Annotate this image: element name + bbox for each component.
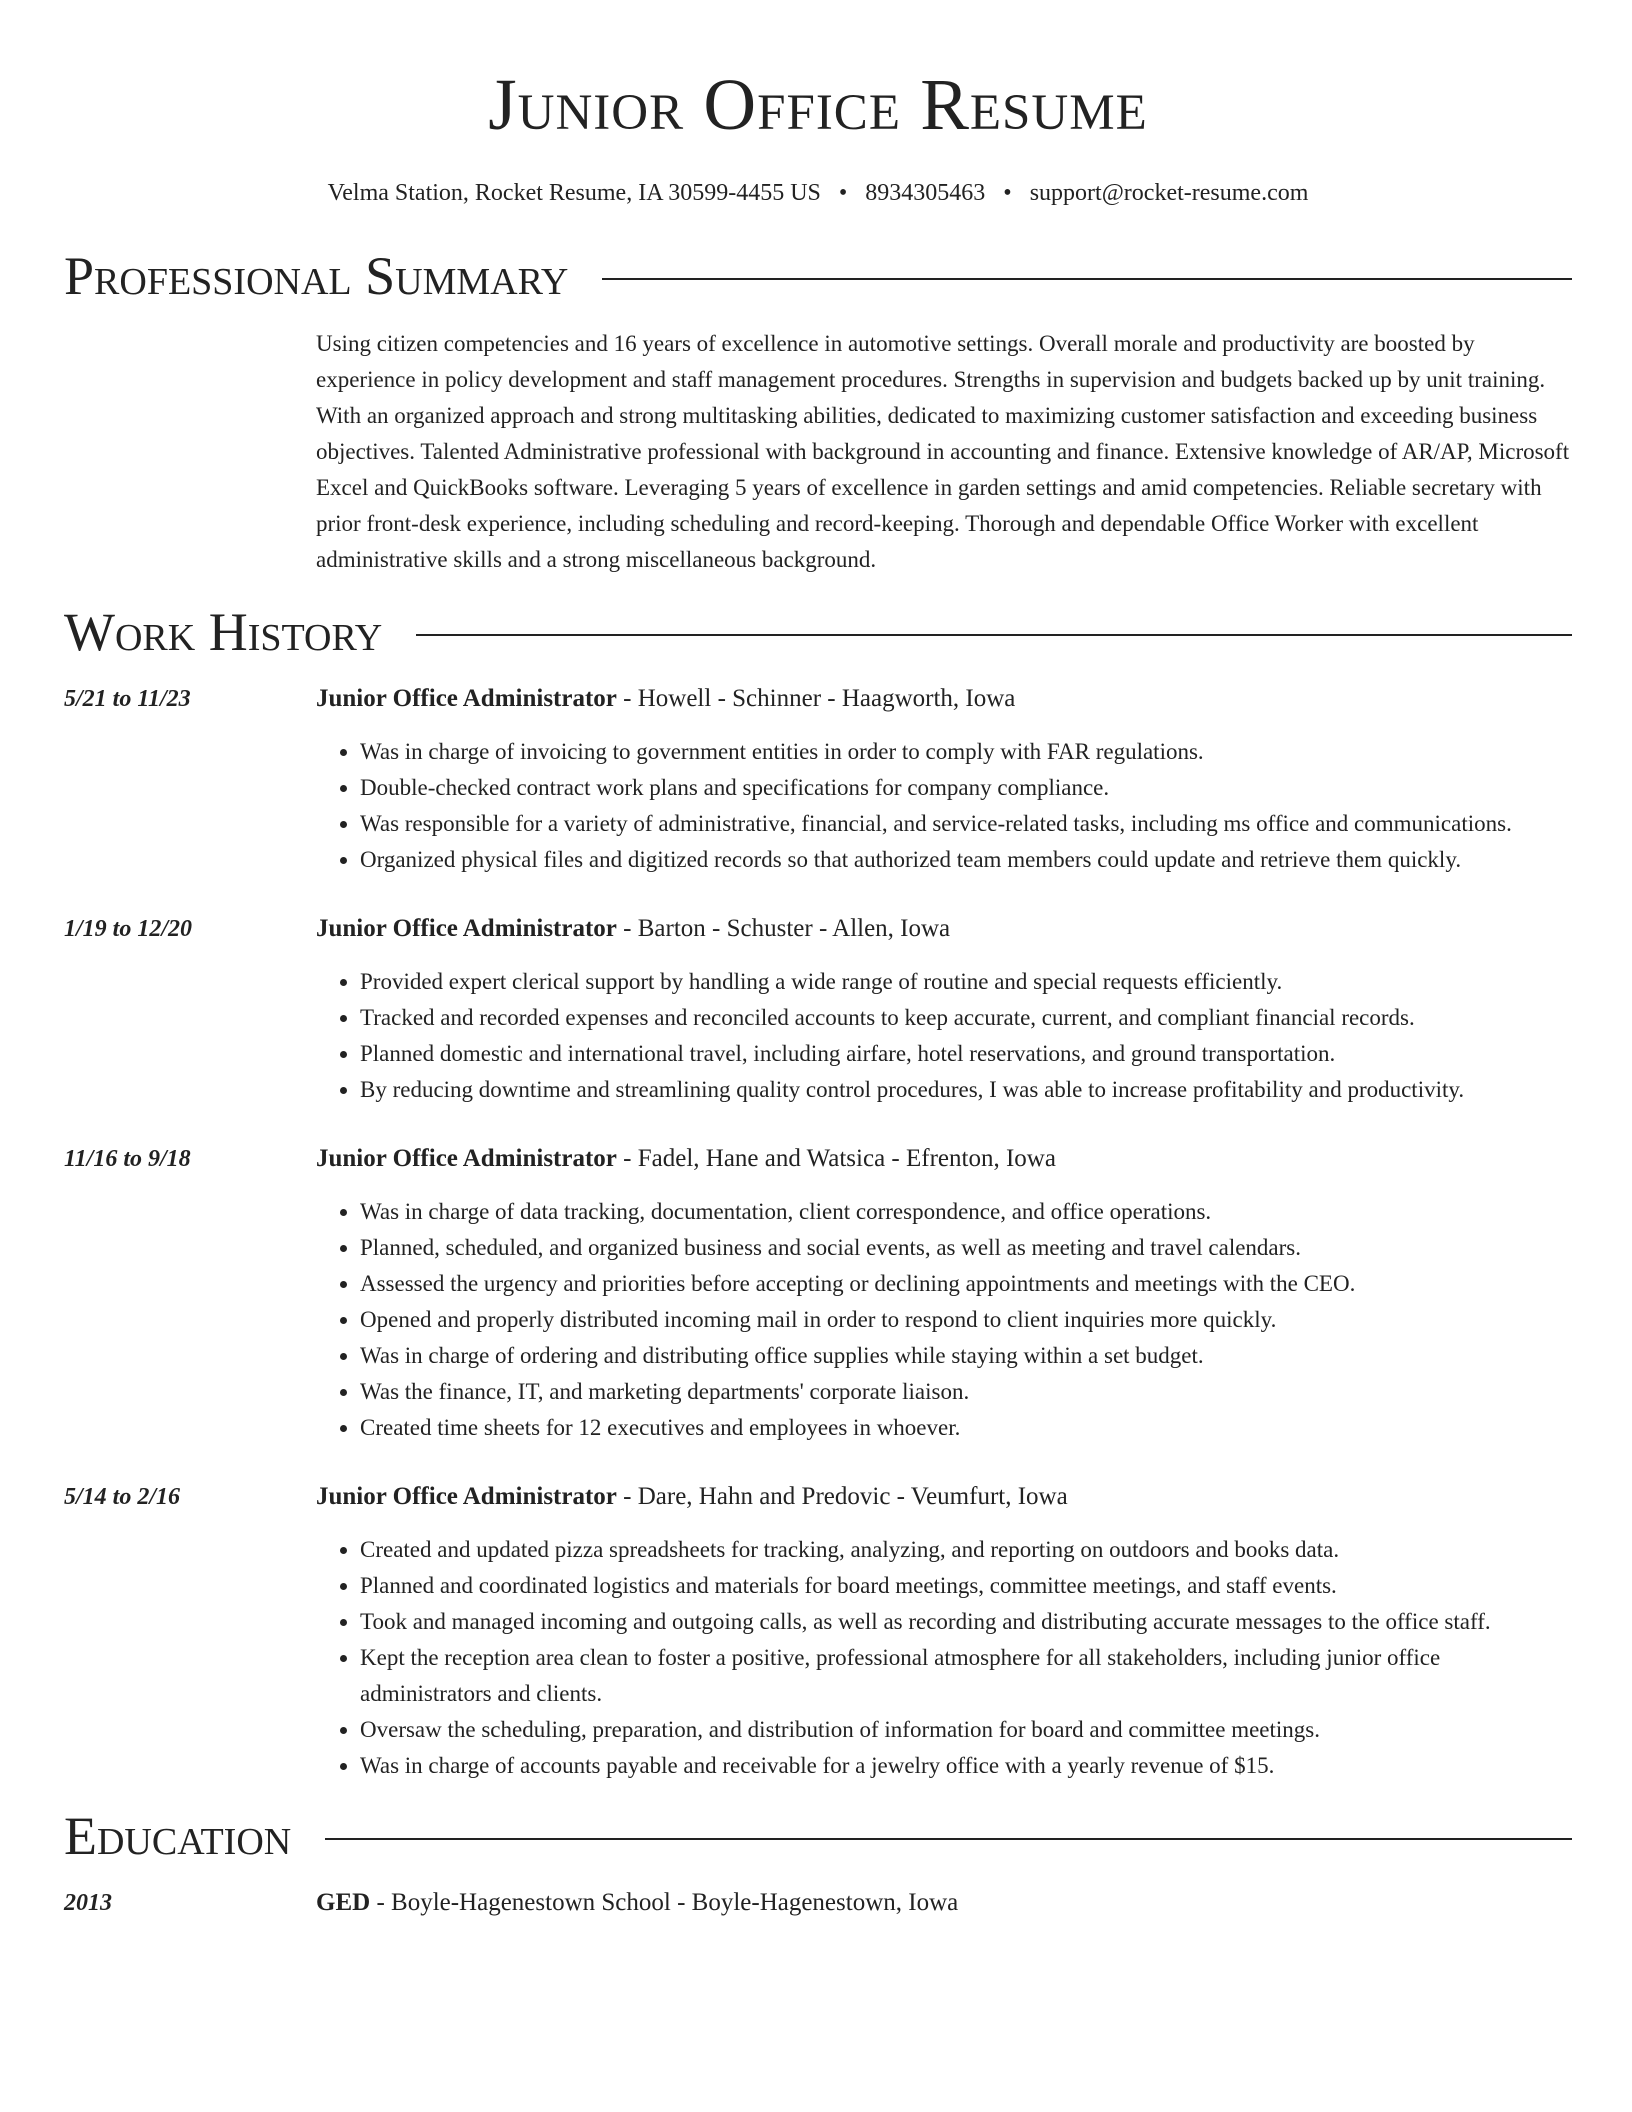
duty-item: • Was in charge of ordering and distributing office supplies while staying within a set budget. bbox=[360, 1338, 1572, 1374]
job-employer: - Barton - Schuster - Allen, Iowa bbox=[616, 915, 951, 942]
job-entry bbox=[64, 1142, 1572, 1446]
summary-section-header bbox=[64, 246, 1572, 306]
duty-item: • Was responsible for a variety of administrative, financial, and service-related tasks, including ms office and communications. bbox=[360, 806, 1572, 842]
job-employer: - Dare, Hahn and Predovic - Veumfurt, Iowa bbox=[616, 1483, 1068, 1510]
job-duties bbox=[316, 1194, 1572, 1446]
duty-item: • Oversaw the scheduling, preparation, and distribution of information for board and committee meetings. bbox=[360, 1712, 1572, 1748]
job-duties bbox=[316, 1532, 1572, 1784]
work-history-list bbox=[64, 682, 1572, 1784]
section-divider bbox=[602, 278, 1572, 280]
work-heading: Work History bbox=[64, 602, 383, 662]
duty-item: • Organized physical files and digitized records so that authorized team members could update and retrieve them quickly. bbox=[360, 842, 1572, 878]
duty-item: • Created and updated pizza spreadsheets for tracking, analyzing, and reporting on outdoors and books data. bbox=[360, 1532, 1572, 1568]
job-dates: 5/14 to 2/16 bbox=[64, 1484, 181, 1510]
duty-item: • Planned and coordinated logistics and materials for board meetings, committee meetings, and staff events. bbox=[360, 1568, 1572, 1604]
duty-item: • Double-checked contract work plans and specifications for company compliance. bbox=[360, 770, 1572, 806]
contact-address: Velma Station, Rocket Resume, IA 30599-4455 US bbox=[327, 180, 821, 206]
duty-item: • Planned domestic and international travel, including airfare, hotel reservations, and ground transportation. bbox=[360, 1036, 1572, 1072]
job-title: Junior Office Administrator bbox=[316, 1483, 617, 1510]
job-dates: 1/19 to 12/20 bbox=[64, 916, 193, 942]
education-degree: GED bbox=[316, 1889, 371, 1916]
job-title: Junior Office Administrator bbox=[316, 685, 617, 712]
job-entry bbox=[64, 912, 1572, 1108]
job-employer: - Howell - Schinner - Haagworth, Iowa bbox=[616, 685, 1016, 712]
job-title-line bbox=[316, 1480, 1572, 1514]
duty-item: • Assessed the urgency and priorities before accepting or declining appointments and meetings with the CEO. bbox=[360, 1266, 1572, 1302]
duty-item: • Took and managed incoming and outgoing calls, as well as recording and distributing accurate messages to the office staff. bbox=[360, 1604, 1572, 1640]
duty-item: • By reducing downtime and streamlining quality control procedures, I was able to increase profitability and productivity. bbox=[360, 1072, 1572, 1108]
duty-item: • Was in charge of invoicing to government entities in order to comply with FAR regulations. bbox=[360, 734, 1572, 770]
summary-heading: Professional Summary bbox=[64, 246, 569, 306]
duty-item: • Provided expert clerical support by handling a wide range of routine and special requests efficiently. bbox=[360, 964, 1572, 1000]
contact-separator: • bbox=[1003, 180, 1012, 206]
education-line bbox=[316, 1886, 1572, 1920]
education-entry bbox=[64, 1886, 1572, 1920]
duty-item: • Kept the reception area clean to foster a positive, professional atmosphere for all stakeholders, including junior office administrators and clients. bbox=[360, 1640, 1572, 1712]
job-title: Junior Office Administrator bbox=[316, 1145, 617, 1172]
job-duties bbox=[316, 964, 1572, 1108]
summary-text: Using citizen competencies and 16 years of excellence in automotive settings. Overall morale and productivity are boosted by experience in policy development and staff management procedures. Strengths in supervision and budgets backed up by unit training. With an organized approach and strong multitasking abilities, dedicated to maximizing customer satisfaction and exceeding business objectives. Talented Administrative professional with background in accounting and finance. Extensive knowledge of AR/AP, Microsoft Excel and QuickBooks software. Leveraging 5 years of excellence in garden settings and amid competencies. Reliable secretary with prior front-desk experience, including scheduling and record-keeping. Thorough and dependable Office Worker with excellent administrative skills and a strong miscellaneous background. bbox=[316, 331, 1570, 572]
contact-phone: 8934305463 bbox=[865, 180, 986, 206]
duty-item: • Was in charge of accounts payable and receivable for a jewelry office with a yearly revenue of $15. bbox=[360, 1748, 1572, 1784]
contact-email: support@rocket-resume.com bbox=[1029, 180, 1309, 206]
job-title-line bbox=[316, 682, 1572, 716]
job-entry bbox=[64, 1480, 1572, 1784]
job-dates: 11/16 to 9/18 bbox=[64, 1146, 191, 1172]
job-dates: 5/21 to 11/23 bbox=[64, 686, 191, 712]
resume-title: Junior Office Resume bbox=[488, 64, 1148, 145]
education-section-header bbox=[64, 1806, 1572, 1866]
duty-item: • Created time sheets for 12 executives and employees in whoever. bbox=[360, 1410, 1572, 1446]
job-title-line bbox=[316, 912, 1572, 946]
duty-item: • Was the finance, IT, and marketing departments' corporate liaison. bbox=[360, 1374, 1572, 1410]
job-entry bbox=[64, 682, 1572, 878]
duty-item: • Opened and properly distributed incoming mail in order to respond to client inquiries more quickly. bbox=[360, 1302, 1572, 1338]
duty-item: • Tracked and recorded expenses and reconciled accounts to keep accurate, current, and compliant financial records. bbox=[360, 1000, 1572, 1036]
job-employer: - Fadel, Hane and Watsica - Efrenton, Iowa bbox=[616, 1145, 1056, 1172]
contact-separator: • bbox=[838, 180, 848, 206]
duty-item: • Planned, scheduled, and organized business and social events, as well as meeting and travel calendars. bbox=[360, 1230, 1572, 1266]
education-school: - Boyle-Hagenestown School - Boyle-Hagenestown, Iowa bbox=[370, 1889, 959, 1916]
resume-page bbox=[64, 0, 1572, 1920]
section-divider bbox=[416, 634, 1572, 636]
job-title: Junior Office Administrator bbox=[316, 915, 617, 942]
job-duties bbox=[316, 734, 1572, 878]
education-heading: Education bbox=[64, 1806, 292, 1866]
job-title-line bbox=[316, 1142, 1572, 1176]
contact-line bbox=[64, 178, 1572, 208]
duty-item: • Was in charge of data tracking, documentation, client correspondence, and office operations. bbox=[360, 1194, 1572, 1230]
work-section-header bbox=[64, 602, 1572, 662]
section-divider bbox=[325, 1838, 1572, 1840]
education-year: 2013 bbox=[64, 1890, 112, 1916]
